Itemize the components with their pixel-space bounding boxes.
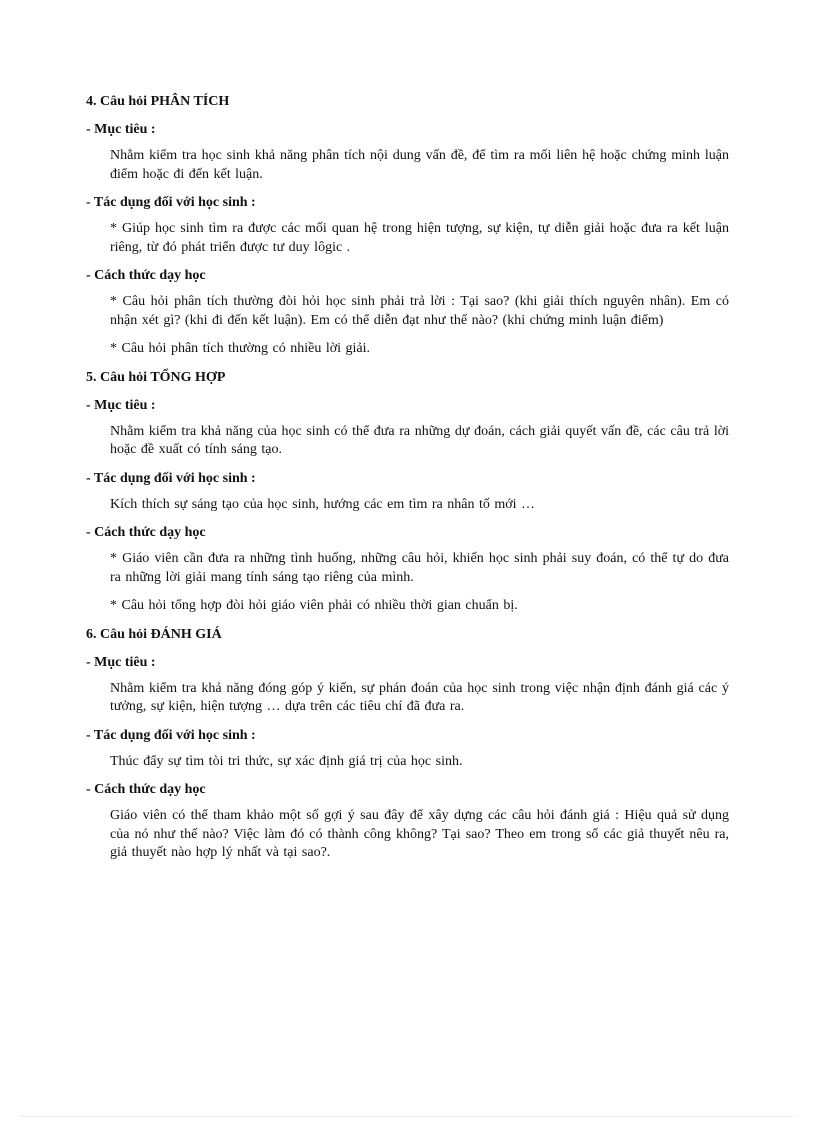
method-heading: - Cách thức dạy học bbox=[86, 782, 206, 797]
effect-text: Kích thích sự sáng tạo của học sinh, hướng các em tìm ra nhân tố mới … bbox=[110, 496, 536, 512]
objective-text: Nhằm kiểm tra học sinh khả năng phân tích nội dung vấn đề, để tìm ra mối liên hệ hoặc chứng minh luận điểm hoặc đi đến kết luận. bbox=[110, 148, 729, 182]
effect-heading: - Tác dụng đối với học sinh : bbox=[86, 195, 256, 210]
method-text: * Câu hỏi tổng hợp đòi hỏi giáo viên phải có nhiều thời gian chuẩn bị. bbox=[110, 598, 518, 613]
section-evaluation bbox=[86, 626, 729, 863]
section-title: 5. Câu hỏi TỔNG HỢP bbox=[86, 369, 226, 385]
document-body bbox=[86, 93, 729, 873]
section-synthesis bbox=[86, 369, 729, 616]
objective-heading: - Mục tiêu : bbox=[86, 654, 156, 670]
section-title: 4. Câu hỏi PHÂN TÍCH bbox=[86, 94, 230, 109]
objective-heading: - Mục tiêu : bbox=[86, 397, 156, 413]
objective-heading: - Mục tiêu : bbox=[86, 122, 156, 137]
objective-text: Nhằm kiểm tra khả năng của học sinh có thể đưa ra những dự đoán, cách giải quyết vấn đề, các câu trả lời hoặc đề xuất có tính sáng tạo. bbox=[110, 423, 729, 457]
method-text: Giáo viên có thể tham khảo một số gợi ý sau đây để xây dựng các câu hỏi đánh giá : Hiệu quả sử dụng của nó như thế nào? Việc làm đó có thành công không? Tại sao? Theo em trong số các giả thuyết nêu ra, giả thuyết nào hợp lý nhất và tại sao?. bbox=[110, 808, 729, 860]
objective-text: Nhằm kiểm tra khả năng đóng góp ý kiến, sự phán đoán của học sinh trong việc nhận định đánh giá các ý tưởng, sự kiện, hiện tượng … dựa trên các tiêu chí đã đưa ra. bbox=[110, 680, 729, 714]
method-text: * Câu hỏi phân tích thường có nhiều lời giải. bbox=[110, 341, 371, 356]
method-heading: - Cách thức dạy học bbox=[86, 268, 206, 283]
effect-heading: - Tác dụng đối với học sinh : bbox=[86, 470, 256, 486]
effect-heading: - Tác dụng đối với học sinh : bbox=[86, 727, 256, 743]
section-title: 6. Câu hỏi ĐÁNH GIÁ bbox=[86, 626, 222, 642]
effect-text: * Giúp học sinh tìm ra được các mối quan hệ trong hiện tượng, sự kiện, tự diễn giải hoặc đưa ra kết luận riêng, từ đó phát triển được tư duy lôgic . bbox=[110, 221, 729, 255]
section-analysis bbox=[86, 93, 729, 359]
method-heading: - Cách thức dạy học bbox=[86, 525, 206, 540]
method-text: * Câu hỏi phân tích thường đòi hỏi học sinh phải trả lời : Tại sao? (khi giải thích nguyên nhân). Em có nhận xét gì? (khi đi đến kết luận). Em có thể diễn đạt như thế nào? (khi chứng minh luận điểm) bbox=[110, 294, 729, 328]
effect-text: Thúc đẩy sự tìm tòi tri thức, sự xác định giá trị của học sinh. bbox=[110, 753, 463, 769]
method-text: * Giáo viên cần đưa ra những tình huống, những câu hỏi, khiến học sinh phải suy đoán, có thể tự do đưa ra những lời giải mang tính sáng tạo riêng của mình. bbox=[110, 551, 729, 585]
page-bottom-divider bbox=[20, 1116, 796, 1117]
